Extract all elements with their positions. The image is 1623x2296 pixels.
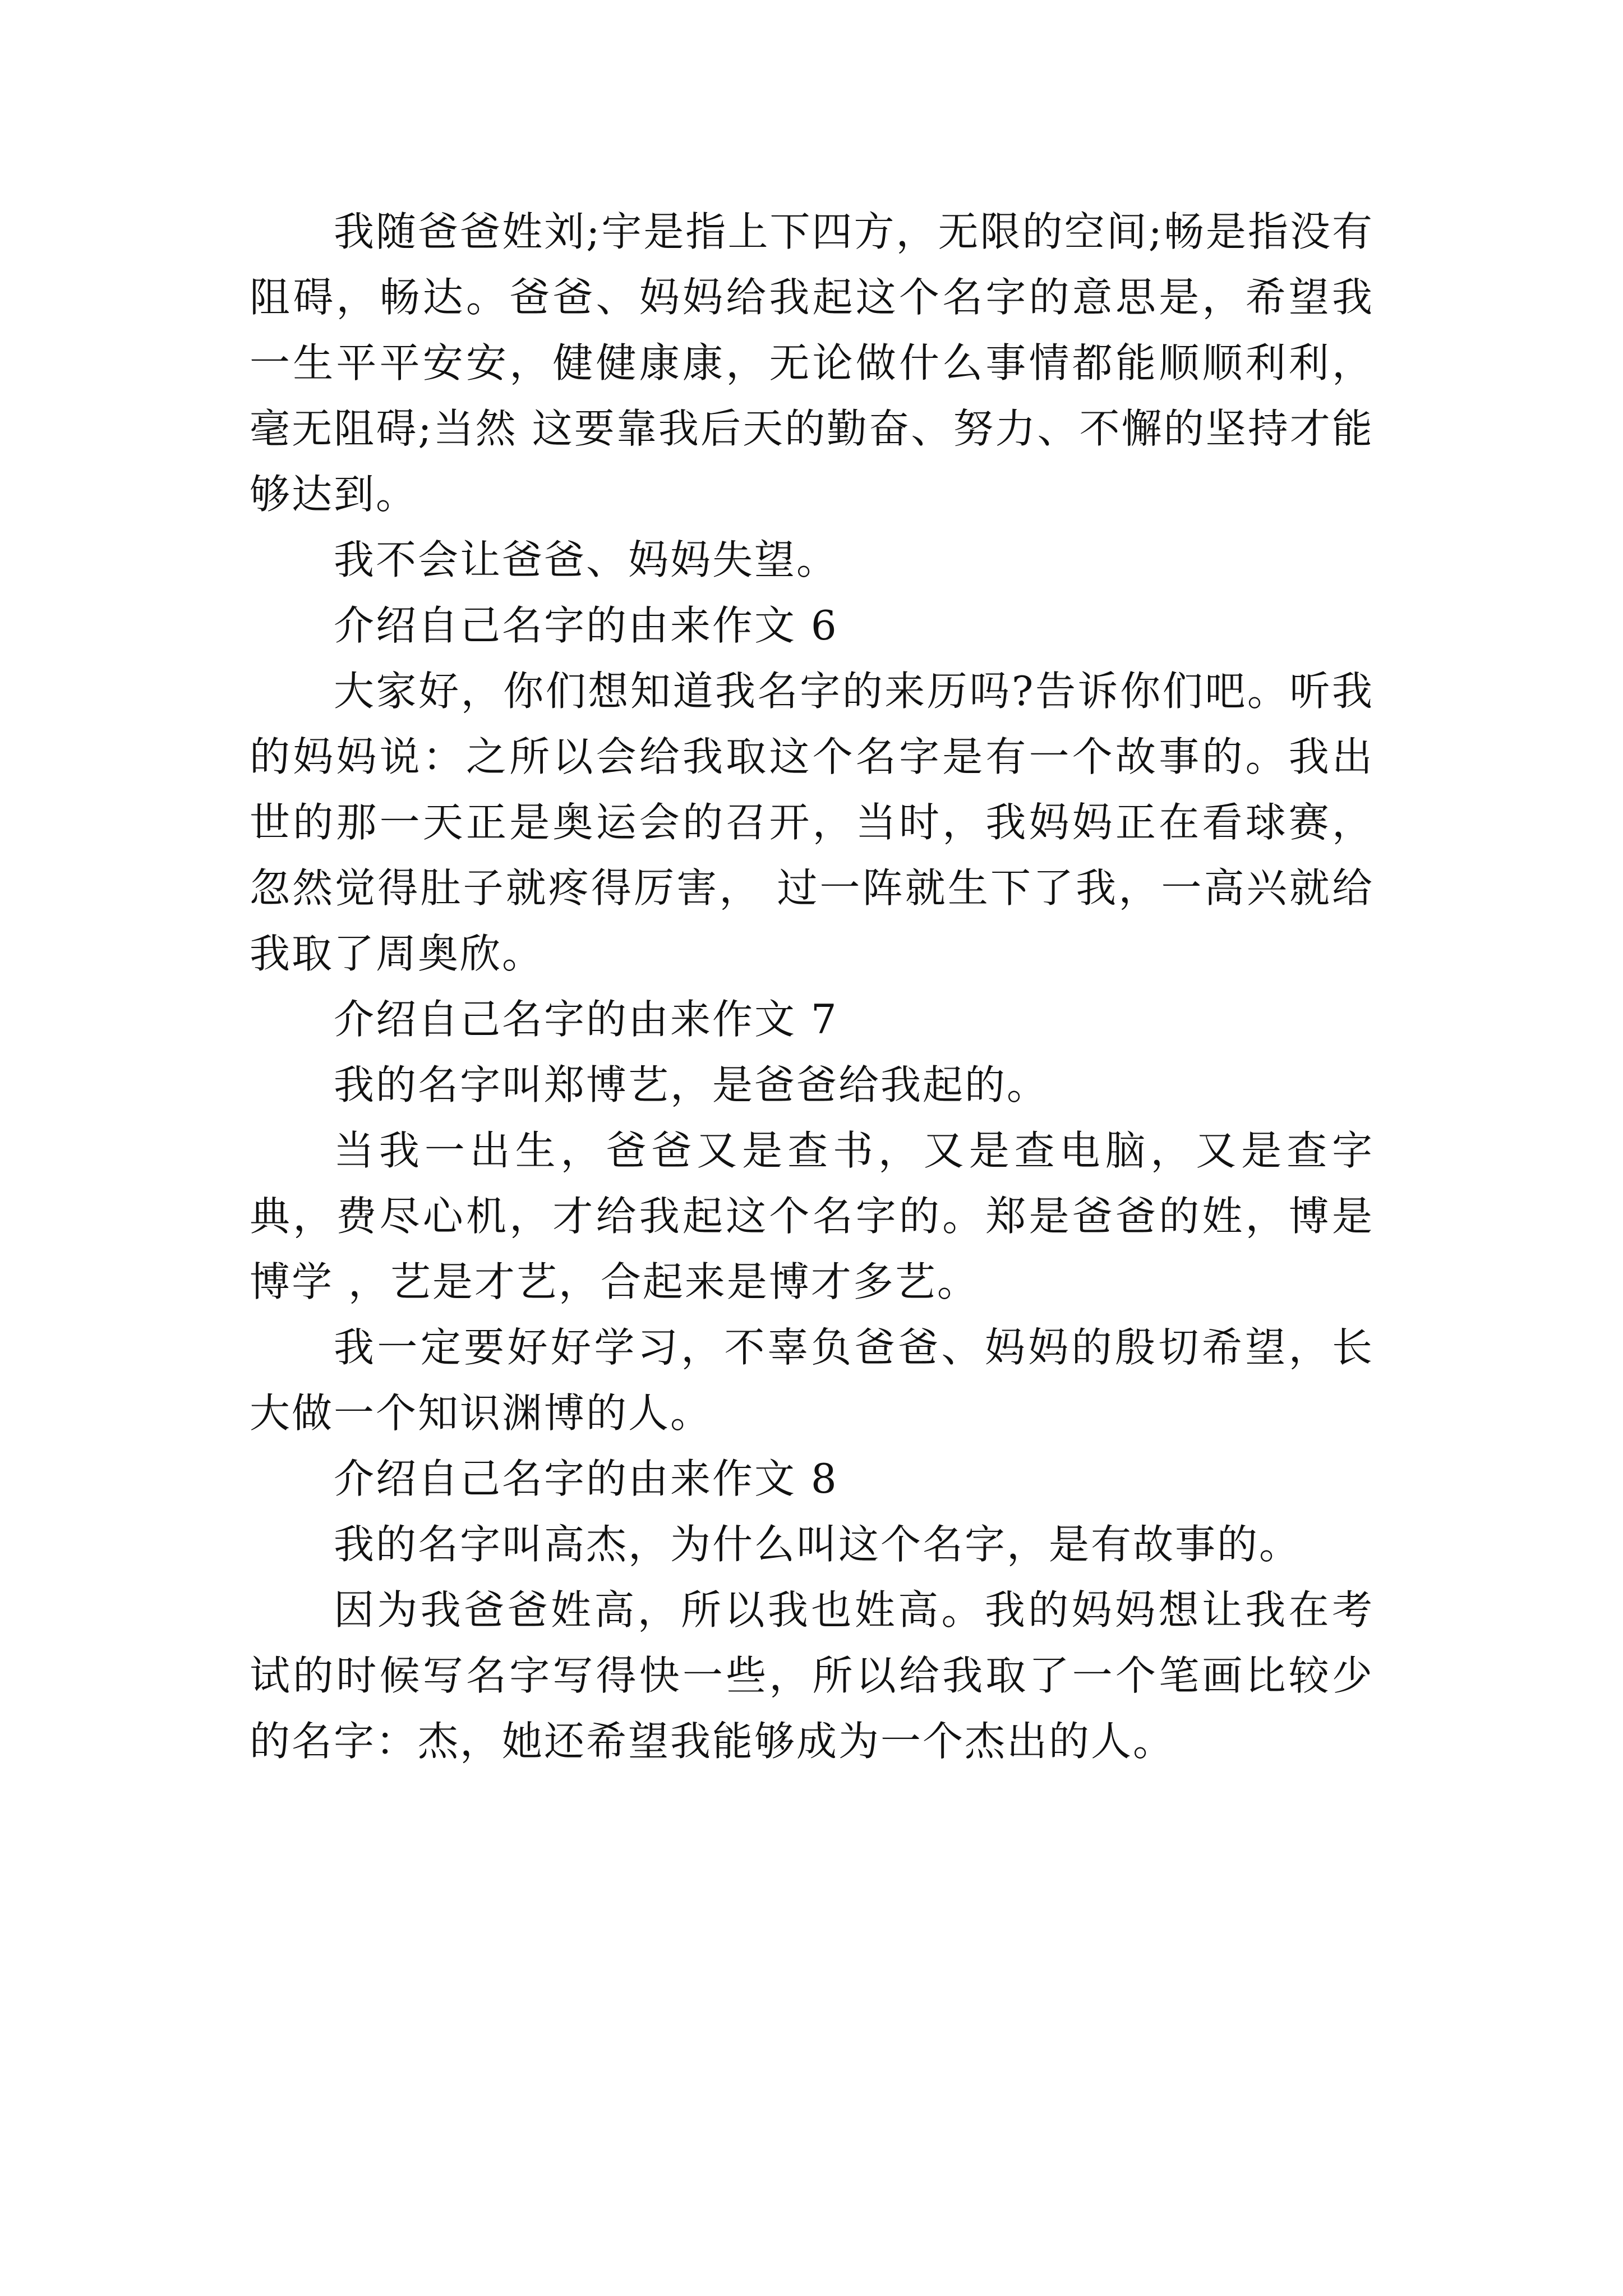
paragraph-promise: 我不会让爸爸、妈妈失望。 [334,536,839,583]
paragraph-name-meaning: 我随爸爸姓刘;宇是指上下四方，无限的空间;畅是指没有阻碍，畅达。爸爸、妈妈给我起这个名字的意思是，希望我一生平平安安，健健康康，无论做什么事情都能顺顺利利，毫无阻碍;当然 这要靠我后天的勤奋、努力、不懈的坚持才能够达到。 [250,208,1374,518]
paragraph-gao-jie-intro: 我的名字叫高杰，为什么叫这个名字，是有故事的。 [334,1521,1302,1568]
paragraph-olympics-story: 大家好，你们想知道我名字的来历吗?告诉你们吧。听我的妈妈说：之所以会给我取这个名字是有一个故事的。我出世的那一天正是奥运会的召开，当时，我妈妈正在看球赛，忽然觉得肚子就疼得厉害， 过一阵就生下了我，一高兴就给我取了周奥欣。 [250,668,1374,977]
paragraph-study-hard: 我一定要好好学习，不辜负爸爸、妈妈的殷切希望，长大做一个知识渊博的人。 [250,1324,1374,1437]
paragraph-gao-jie-story: 因为我爸爸姓高，所以我也姓高。我的妈妈想让我在考试的时候写名字写得快一些，所以给我取了一个笔画比较少的名字：杰，她还希望我能够成为一个杰出的人。 [250,1586,1374,1765]
paragraph-name-intro: 我的名字叫郑博艺，是爸爸给我起的。 [334,1061,1049,1108]
section-heading-7: 介绍自己名字的由来作文 7 [334,996,838,1043]
document-body [250,199,1374,1774]
paragraph-name-origin: 当我一出生，爸爸又是查书，又是查电脑，又是查字典，费尽心机，才给我起这个名字的。郑是爸爸的姓，博是博学 ，艺是才艺，合起来是博才多艺。 [250,1127,1374,1305]
section-heading-6: 介绍自己名字的由来作文 6 [334,602,838,649]
section-heading-8: 介绍自己名字的由来作文 8 [334,1455,838,1502]
